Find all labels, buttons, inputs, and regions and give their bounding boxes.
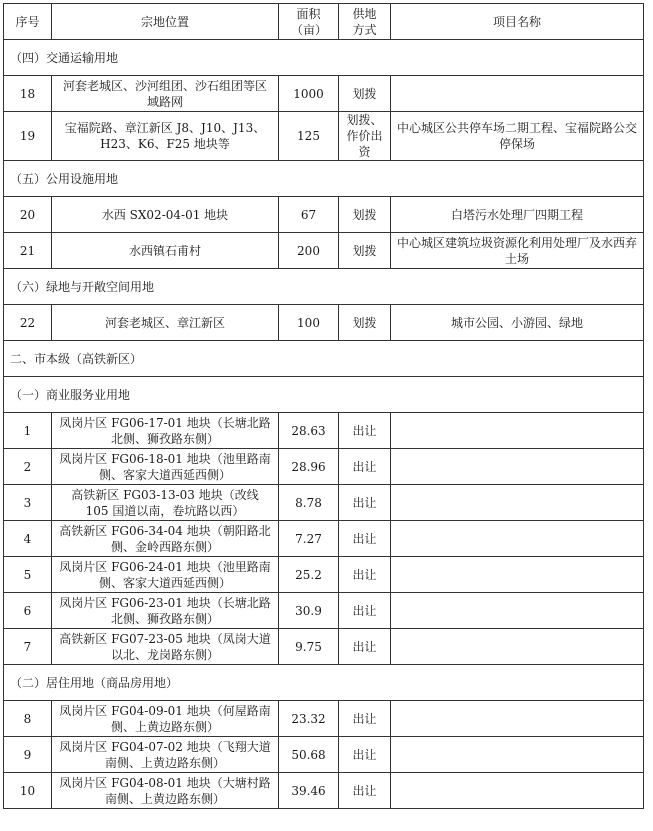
section-row bbox=[4, 665, 644, 701]
table-row bbox=[4, 305, 644, 341]
cell-project bbox=[391, 629, 644, 665]
section-row bbox=[4, 341, 644, 377]
cell-location: 凤岗片区 FG04-09-01 地块（何屋路南侧、上黄边路东侧） bbox=[52, 701, 279, 737]
cell-area: 100 bbox=[279, 305, 339, 341]
cell-project bbox=[391, 737, 644, 773]
cell-location: 凤岗片区 FG06-23-01 地块（长塘北路北侧、狮孜路东侧） bbox=[52, 593, 279, 629]
section-title: （五）公用设施用地 bbox=[4, 161, 644, 197]
cell-supply: 出让 bbox=[339, 629, 391, 665]
cell-area: 28.63 bbox=[279, 413, 339, 449]
cell-supply: 划拨 bbox=[339, 76, 391, 112]
cell-project bbox=[391, 485, 644, 521]
cell-area: 125 bbox=[279, 112, 339, 161]
cell-seq: 18 bbox=[4, 76, 52, 112]
cell-project: 中心城区建筑垃圾资源化利用处理厂及水西弃土场 bbox=[391, 233, 644, 269]
cell-location: 高铁新区 FG07-23-05 地块（凤岗大道以北、龙岗路东侧） bbox=[52, 629, 279, 665]
table-row bbox=[4, 701, 644, 737]
cell-location: 凤岗片区 FG06-17-01 地块（长塘北路北侧、狮孜路东侧） bbox=[52, 413, 279, 449]
section-row bbox=[4, 269, 644, 305]
table-row bbox=[4, 76, 644, 112]
cell-location: 河套老城区、沙河组团、沙石组团等区域路网 bbox=[52, 76, 279, 112]
header-seq: 序号 bbox=[4, 4, 52, 40]
cell-supply: 出让 bbox=[339, 485, 391, 521]
section-title: （四）交通运输用地 bbox=[4, 40, 644, 76]
cell-project bbox=[391, 773, 644, 809]
header-project: 项目名称 bbox=[391, 4, 644, 40]
cell-seq: 9 bbox=[4, 737, 52, 773]
cell-location: 凤岗片区 FG06-24-01 地块（池里路南侧、客家大道西延西侧） bbox=[52, 557, 279, 593]
cell-seq: 19 bbox=[4, 112, 52, 161]
cell-area: 67 bbox=[279, 197, 339, 233]
section-title: 二、市本级（高铁新区） bbox=[4, 341, 644, 377]
cell-seq: 10 bbox=[4, 773, 52, 809]
cell-project: 城市公园、小游园、绿地 bbox=[391, 305, 644, 341]
section-title: （六）绿地与开敞空间用地 bbox=[4, 269, 644, 305]
cell-supply: 出让 bbox=[339, 521, 391, 557]
land-supply-table-container bbox=[3, 3, 644, 809]
table-row bbox=[4, 112, 644, 161]
cell-area: 28.96 bbox=[279, 449, 339, 485]
cell-project bbox=[391, 701, 644, 737]
cell-location: 水西 SX02-04-01 地块 bbox=[52, 197, 279, 233]
cell-seq: 6 bbox=[4, 593, 52, 629]
cell-seq: 21 bbox=[4, 233, 52, 269]
cell-project: 中心城区公共停车场二期工程、宝福院路公交停保场 bbox=[391, 112, 644, 161]
table-row bbox=[4, 629, 644, 665]
table-row bbox=[4, 773, 644, 809]
cell-area: 7.27 bbox=[279, 521, 339, 557]
cell-seq: 4 bbox=[4, 521, 52, 557]
cell-supply: 划拨 bbox=[339, 305, 391, 341]
cell-supply: 出让 bbox=[339, 593, 391, 629]
table-row bbox=[4, 521, 644, 557]
cell-supply: 划拨 bbox=[339, 233, 391, 269]
cell-supply: 出让 bbox=[339, 737, 391, 773]
header-supply: 供地方式 bbox=[339, 4, 391, 40]
section-title: （二）居住用地（商品房用地） bbox=[4, 665, 644, 701]
cell-area: 39.46 bbox=[279, 773, 339, 809]
header-location: 宗地位置 bbox=[52, 4, 279, 40]
cell-location: 高铁新区 FG06-34-04 地块（朝阳路北侧、金岭西路东侧） bbox=[52, 521, 279, 557]
table-row bbox=[4, 737, 644, 773]
section-row bbox=[4, 40, 644, 76]
cell-project bbox=[391, 521, 644, 557]
table-header-row bbox=[4, 4, 644, 40]
table-row bbox=[4, 557, 644, 593]
header-area: 面积（亩） bbox=[279, 4, 339, 40]
cell-supply: 出让 bbox=[339, 449, 391, 485]
cell-area: 23.32 bbox=[279, 701, 339, 737]
cell-project bbox=[391, 449, 644, 485]
cell-project bbox=[391, 76, 644, 112]
cell-seq: 22 bbox=[4, 305, 52, 341]
cell-project bbox=[391, 593, 644, 629]
cell-seq: 3 bbox=[4, 485, 52, 521]
cell-area: 1000 bbox=[279, 76, 339, 112]
cell-supply: 出让 bbox=[339, 773, 391, 809]
cell-location: 水西镇石甫村 bbox=[52, 233, 279, 269]
table-row bbox=[4, 197, 644, 233]
cell-location: 河套老城区、章江新区 bbox=[52, 305, 279, 341]
cell-project bbox=[391, 413, 644, 449]
cell-seq: 7 bbox=[4, 629, 52, 665]
table-row bbox=[4, 413, 644, 449]
cell-location: 凤岗片区 FG04-08-01 地块（大塘村路南侧、上黄边路东侧） bbox=[52, 773, 279, 809]
section-title: （一）商业服务业用地 bbox=[4, 377, 644, 413]
cell-supply: 划拨、作价出资 bbox=[339, 112, 391, 161]
cell-area: 30.9 bbox=[279, 593, 339, 629]
cell-supply: 划拨 bbox=[339, 197, 391, 233]
cell-area: 9.75 bbox=[279, 629, 339, 665]
table-row bbox=[4, 485, 644, 521]
cell-seq: 2 bbox=[4, 449, 52, 485]
cell-project: 白塔污水处理厂四期工程 bbox=[391, 197, 644, 233]
cell-location: 宝福院路、章江新区 J8、J10、J13、H23、K6、F25 地块等 bbox=[52, 112, 279, 161]
cell-supply: 出让 bbox=[339, 557, 391, 593]
cell-seq: 5 bbox=[4, 557, 52, 593]
cell-supply: 出让 bbox=[339, 701, 391, 737]
table-row bbox=[4, 449, 644, 485]
cell-seq: 1 bbox=[4, 413, 52, 449]
table-row bbox=[4, 593, 644, 629]
cell-area: 25.2 bbox=[279, 557, 339, 593]
cell-area: 200 bbox=[279, 233, 339, 269]
cell-seq: 20 bbox=[4, 197, 52, 233]
cell-area: 50.68 bbox=[279, 737, 339, 773]
table-row bbox=[4, 233, 644, 269]
section-row bbox=[4, 161, 644, 197]
cell-seq: 8 bbox=[4, 701, 52, 737]
cell-location: 凤岗片区 FG04-07-02 地块（飞翔大道南侧、上黄边路东侧） bbox=[52, 737, 279, 773]
land-supply-table bbox=[3, 3, 644, 809]
section-row bbox=[4, 377, 644, 413]
cell-area: 8.78 bbox=[279, 485, 339, 521]
cell-location: 凤岗片区 FG06-18-01 地块（池里路南侧、客家大道西延西侧） bbox=[52, 449, 279, 485]
cell-supply: 出让 bbox=[339, 413, 391, 449]
table-body bbox=[4, 40, 644, 809]
cell-project bbox=[391, 557, 644, 593]
cell-location: 高铁新区 FG03-13-03 地块（改线 105 国道以南，卷坑路以西） bbox=[52, 485, 279, 521]
